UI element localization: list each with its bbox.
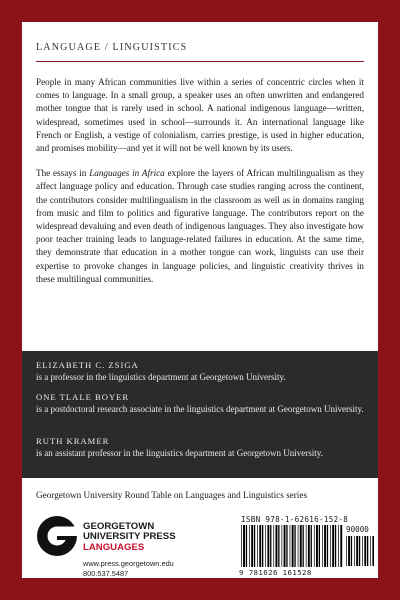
barcode-bar bbox=[338, 525, 339, 567]
author-name: RUTH KRAMER bbox=[36, 436, 110, 446]
publisher-name bbox=[83, 522, 176, 553]
barcode-bar bbox=[322, 525, 323, 567]
barcode-bar bbox=[324, 525, 326, 567]
barcode-bar bbox=[311, 525, 312, 567]
barcode-bar bbox=[278, 525, 279, 567]
barcode-bar bbox=[332, 525, 334, 567]
price-barcode-bars bbox=[346, 536, 374, 566]
barcode-bar bbox=[330, 525, 331, 567]
series-title: Georgetown University Round Table on Languages and Linguistics series bbox=[36, 490, 308, 500]
barcode-bar bbox=[359, 536, 360, 566]
barcode-bar bbox=[251, 525, 253, 567]
barcode-bar bbox=[362, 536, 363, 566]
barcode-bar bbox=[364, 536, 366, 566]
barcode-bar bbox=[306, 525, 307, 567]
author-name: ELIZABETH C. ZSIGA bbox=[36, 360, 139, 370]
description-paragraph-2 bbox=[36, 167, 364, 286]
publisher-contact bbox=[83, 559, 174, 578]
barcode-bar bbox=[241, 525, 242, 567]
barcode-bar bbox=[346, 536, 347, 566]
barcode-bar bbox=[370, 536, 371, 566]
description-paragraph-1: People in many African communities live within a series of concentric circles when it comes to language. In a small group, a speaker uses an often unwritten and endangered mother tongue that is rarely used in school. A national indigenous language—written, widespread, sometimes used in school—surrounds it. An international language like French or English, a vestige of colonialism, carries prestige, is used in higher education, and promises mobility—and yet it will not be well known by its users. bbox=[36, 77, 364, 154]
author-name: ONE TLALE BOYER bbox=[36, 392, 130, 402]
barcode-bar bbox=[292, 525, 294, 567]
barcode-bar bbox=[276, 525, 278, 567]
publisher-phone: 800.537.5487 bbox=[83, 568, 129, 578]
barcode-bar bbox=[367, 536, 368, 566]
barcode-bar bbox=[259, 525, 261, 567]
barcode-bar bbox=[354, 536, 355, 566]
barcode-bar bbox=[300, 525, 302, 567]
publisher-line-1: GEORGETOWN bbox=[83, 521, 155, 532]
author-bios bbox=[22, 351, 378, 478]
author-description: is a postdoctoral research associate in the linguistics department at Georgetown University. bbox=[36, 404, 364, 414]
barcode-bar bbox=[356, 536, 358, 566]
barcode-bar bbox=[340, 525, 342, 567]
barcode-bar bbox=[335, 525, 336, 567]
book-title: Languages in Africa bbox=[89, 168, 165, 179]
isbn-barcode bbox=[235, 512, 378, 578]
barcode-bar bbox=[314, 525, 315, 567]
author-bio bbox=[36, 391, 368, 415]
barcode-bar bbox=[249, 525, 250, 567]
barcode-bar bbox=[294, 525, 295, 567]
publisher-website[interactable]: www.press.georgetown.edu bbox=[83, 559, 174, 568]
barcode-bar bbox=[372, 536, 374, 566]
barcode-bar bbox=[319, 525, 320, 567]
barcode-bar bbox=[284, 525, 286, 567]
barcode-bar bbox=[273, 525, 274, 567]
barcode-bar bbox=[316, 525, 318, 567]
barcode-digits: 9 781626 161528 bbox=[239, 568, 312, 577]
author-bio bbox=[36, 435, 368, 459]
barcode-bar bbox=[298, 525, 299, 567]
content-panel bbox=[22, 22, 378, 578]
barcode-bar bbox=[254, 525, 255, 567]
barcode-bar bbox=[286, 525, 287, 567]
barcode-bar bbox=[327, 525, 328, 567]
barcode-bar bbox=[303, 525, 304, 567]
barcode-bar bbox=[290, 525, 291, 567]
paragraph-2-body: explore the layers of African multilingualism as they affect language policy and education. Through case studies ranging across the continent, the contributors consider multilingualism in the classroom as well as in domains ranging from music and film to politics and figurative language. The contributors report on the widespread devaluing and even death of indigenous languages. They also investigate how poor teacher training leads to language-related failures in education. At the same time, they demonstrate that education in a mother tongue can work, linguists can use their expertise to provoke changes in language policies, and linguistic creativity thrives in these multilingual communities. bbox=[36, 168, 365, 284]
barcode-bar bbox=[262, 525, 263, 567]
author-bio bbox=[36, 359, 368, 383]
author-description: is an assistant professor in the linguistics department at Georgetown University. bbox=[36, 448, 323, 458]
barcode-bar bbox=[351, 536, 352, 566]
barcode-bar bbox=[348, 536, 350, 566]
publisher-imprint: LANGUAGES bbox=[83, 541, 145, 553]
barcode-bar bbox=[246, 525, 247, 567]
paragraph-2-prefix: The essays in bbox=[36, 168, 90, 179]
category-label: LANGUAGE / LINGUISTICS bbox=[36, 42, 188, 53]
barcode-bar bbox=[267, 525, 269, 567]
barcode-bar bbox=[265, 525, 266, 567]
divider bbox=[36, 61, 364, 62]
description bbox=[36, 76, 364, 298]
barcode-bar bbox=[243, 525, 245, 567]
isbn-label: ISBN 978-1-62616-152-8 bbox=[241, 515, 349, 524]
price-code: 90000 bbox=[346, 525, 369, 534]
barcode-bar bbox=[257, 525, 258, 567]
barcode-bar bbox=[282, 525, 283, 567]
publisher-logo-icon bbox=[36, 515, 78, 557]
barcode-bar bbox=[270, 525, 271, 567]
barcode-bar bbox=[308, 525, 310, 567]
barcode-bars bbox=[241, 525, 343, 567]
author-description: is a professor in the linguistics department at Georgetown University. bbox=[36, 372, 286, 382]
publisher-line-2: UNIVERSITY PRESS bbox=[83, 531, 176, 543]
